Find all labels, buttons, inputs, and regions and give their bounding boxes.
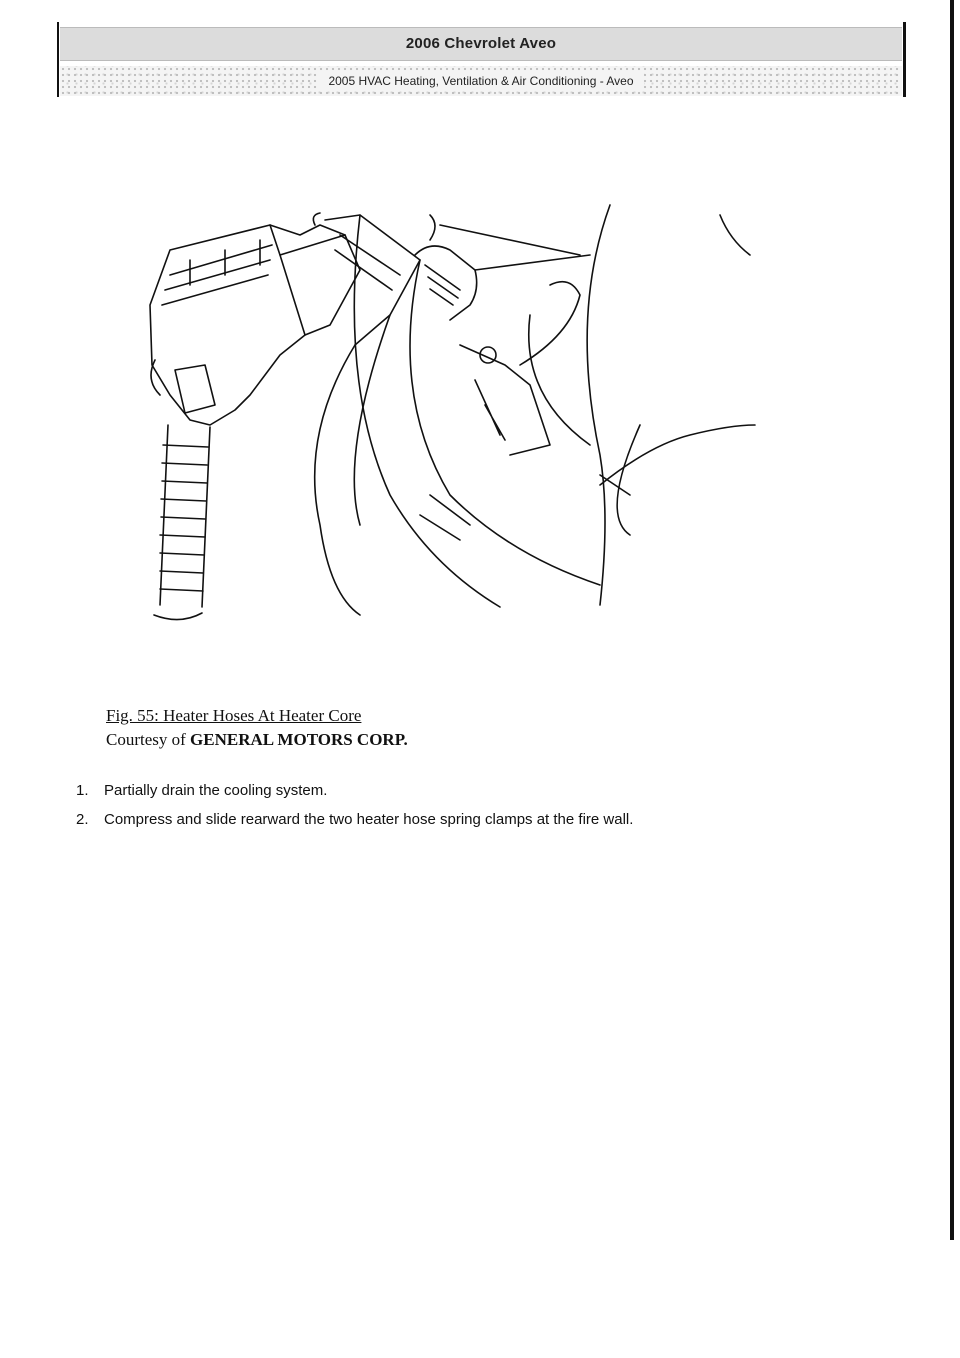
document-subtitle-bar <box>60 66 902 96</box>
step-text: Partially drain the cooling system. <box>104 782 328 799</box>
list-item <box>76 782 876 799</box>
document-title: 2006 Chevrolet Aveo <box>60 27 902 61</box>
document-subtitle: 2005 HVAC Heating, Ventilation & Air Conditioning - Aveo <box>318 72 643 90</box>
figure-credit-prefix: Courtesy of <box>106 730 186 749</box>
figure-credit <box>106 730 408 750</box>
page-frame-left <box>57 22 59 97</box>
procedure-steps <box>76 782 876 840</box>
document-header <box>60 27 902 96</box>
figure-caption-block <box>106 706 408 750</box>
figure-credit-org: GENERAL MOTORS CORP. <box>190 730 408 749</box>
step-text: Compress and slide rearward the two heater hose spring clamps at the fire wall. <box>104 811 634 828</box>
figure-caption: Fig. 55: Heater Hoses At Heater Core <box>106 706 362 725</box>
page-frame-right <box>950 0 954 1240</box>
step-number: 2. <box>76 811 89 828</box>
heater-hose-illustration <box>130 195 770 655</box>
page-frame-right-top <box>903 22 906 97</box>
step-number: 1. <box>76 782 89 799</box>
list-item <box>76 811 876 828</box>
